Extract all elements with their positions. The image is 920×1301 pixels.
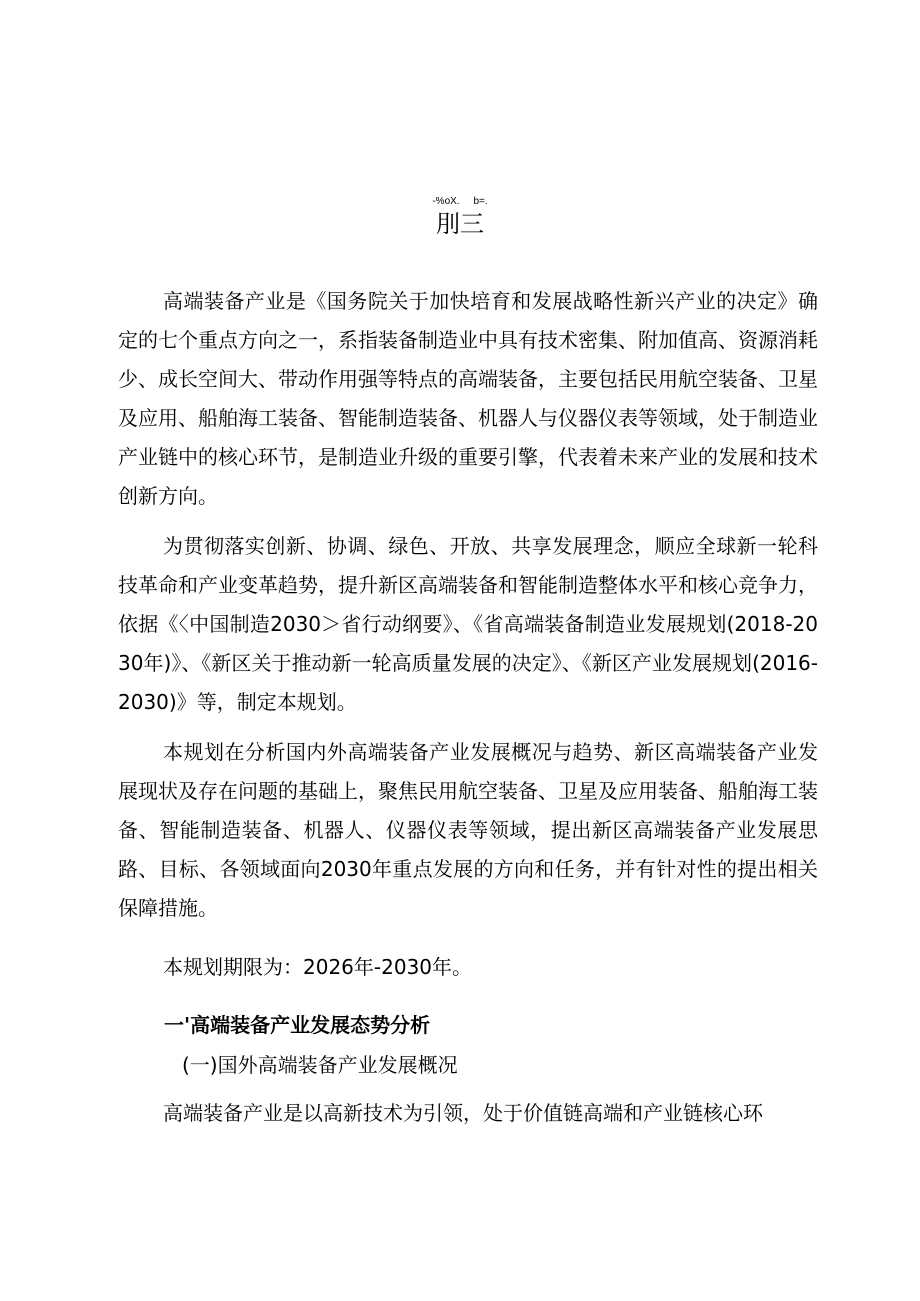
paragraph-intro	[118, 282, 818, 516]
paragraph-basis	[118, 527, 818, 722]
paragraph-text: 本规划期限为：2026年-2030年。	[163, 955, 473, 979]
page-title: 刖三	[436, 210, 484, 238]
section-subheading: (一)国外高端装备产业发展概况	[182, 1053, 458, 1077]
paragraph-text: 高端装备产业是以高新技术为引领，处于价值链高端和产业链核心环	[163, 1101, 763, 1125]
paragraph-text: 高端装备产业是《国务院关于加快培育和发展战略性新兴产业的决定》确定的七个重点方向之一，系指装备制造业中具有技术密集、附加值高、资源消耗少、成长空间大、带动作用强等特点的高端装备，主要包括民用航空装备、卫星及应用、船舶海工装备、智能制造装备、机器人与仪器仪表等领域，处于制造业产业链中的核心环节，是制造业升级的重要引擎，代表着未来产业的发展和技术创新方向。	[118, 289, 818, 508]
paragraph-period	[118, 948, 818, 987]
paragraph-text: 为贯彻落实创新、协调、绿色、开放、共享发展理念，顺应全球新一轮科技革命和产业变革趋势，提升新区高端装备和智能制造整体水平和核心竞争力，依据《〈中国制造2030＞省行动纲要》、《省高端装备制造业发展规划(2018-2030年)》、《新区关于推动新一轮高质量发展的决定》、《新区产业发展规划(2016-2030)》等，制定本规划。	[118, 534, 818, 714]
paragraph-overview	[118, 1094, 818, 1133]
scan-artifact: -%oX. b=.	[432, 196, 488, 207]
section-heading: 一'高端装备产业发展态势分析	[164, 1013, 431, 1037]
paragraph-scope	[118, 733, 818, 928]
paragraph-text: 本规划在分析国内外高端装备产业发展概况与趋势、新区高端装备产业发展现状及存在问题的基础上，聚焦民用航空装备、卫星及应用装备、船舶海工装备、智能制造装备、机器人、仪器仪表等领域，提出新区高端装备产业发展思路、目标、各领域面向2030年重点发展的方向和任务，并有针对性的提出相关保障措施。	[118, 740, 818, 920]
